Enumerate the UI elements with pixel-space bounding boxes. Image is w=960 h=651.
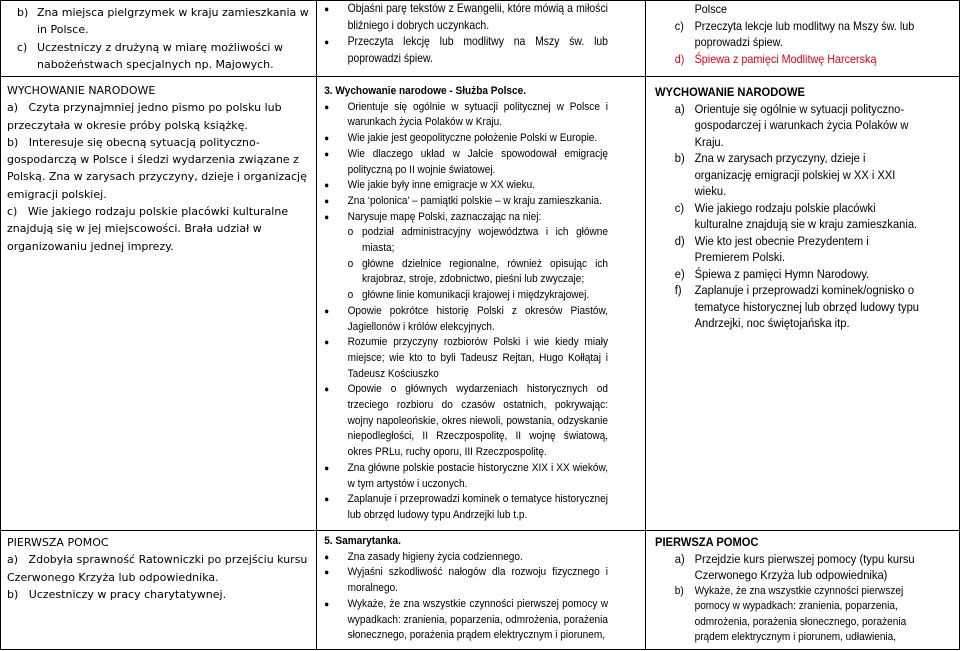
bullet-item: ● Wie jakie jest geopolityczne położenie Polski w Europie. bbox=[321, 131, 608, 147]
list-item: b) Zna w zarysach przyczyny, dzieje i organizację emigracji polskiej w XX i XXI wieku. bbox=[674, 151, 896, 198]
bullet-item: ● Rozumie przyczyny rozbiorów Polski i wie kiedy miały miejsce; wie kto to byli Tadeusz Rejtan, Hugo Kołłątaj i Tadeusz Kościuszko bbox=[321, 335, 608, 382]
list-item: f) Zaplanuje i przeprowadzi kominek/ognisko o tematyce historycznej lub obrzęd ludowy typu Andrzejki, noc świętojańska itp. bbox=[674, 283, 919, 330]
list-item: c) Wie jakiego rodzaju polskie placówki kulturalne znajdują sie w kraju zamieszkania. bbox=[674, 200, 917, 231]
bullet-item: ● Zna główne polskie postacie historyczne XIX i XX wieków, w tym artystów i uczonych. bbox=[321, 461, 608, 492]
bullet-item: ● Zaplanuje i przeprowadzi kominek o tematyce historycznej lub obrzęd ludowy typu Andrzejki lub t.p. bbox=[321, 492, 608, 523]
list-item: a) Czyta przynajmniej jedno pismo po polsku lub przeczytała w okresie próby polską książkę. bbox=[7, 101, 282, 132]
section-heading: PIERWSZA POMOC bbox=[654, 535, 759, 549]
section-heading: PIERWSZA POMOC bbox=[7, 536, 109, 549]
bullet-item: ● Zna zasady higieny życia codziennego. bbox=[321, 550, 608, 566]
row3-col1-cell bbox=[1, 531, 317, 650]
list-item: b) Zna miejsca pielgrzymek w kraju zamieszkania w in Polsce. bbox=[17, 6, 309, 37]
bullet-item: ● Wyjaśni szkodliwość nałogów dla rozwoju fizycznego i moralnego. bbox=[321, 565, 608, 596]
row3-col2-cell bbox=[317, 531, 645, 650]
list-item: d) Śpiewa z pamięci Modlitwę Harcerską bbox=[674, 51, 877, 66]
list-item: e) Śpiewa z pamięci Hymn Narodowy. bbox=[674, 266, 869, 281]
list-item: a) Zdobyła sprawność Ratowniczki po przejściu kursu Czerwonego Krzyża lub odpowiednika. bbox=[7, 553, 308, 584]
section-heading: WYCHOWANIE NARODOWE bbox=[7, 84, 156, 97]
table-row bbox=[1, 1, 960, 77]
bullet-item: ● Wie dlaczego układ w Jałcie spowodował emigrację polityczną po II wojnie światowej. bbox=[321, 147, 608, 178]
row2-col2-cell bbox=[317, 77, 645, 531]
list-item: b) Interesuje się obecną sytuacją polityczno-gospodarczą w Polsce i śledzi wydarzenia związane z Polską. Zna w zarysach przyczyny, dzieje i organizację emigracji polskiej. bbox=[7, 135, 307, 201]
list-item: d) Wie kto jest obecnie Prezydentem i Premierem Polski. bbox=[674, 233, 869, 264]
list-item: c) Uczestniczy z drużyną w miarę możliwości w nabożeństwach specjalnych np. Majowych. bbox=[17, 40, 283, 71]
sub-item: o podział administracyjny województwa i ich główne miasta; bbox=[321, 225, 608, 256]
row2-col3-cell bbox=[645, 77, 959, 531]
section-heading: 5. Samarytanka. bbox=[324, 535, 402, 547]
bullet-item: ● Wie jakie były inne emigracje w XX wieku. bbox=[321, 178, 608, 194]
sub-item: o główne linie komunikacji krajowej i międzykrajowej. bbox=[321, 288, 608, 304]
bullet-item: ● Orientuje się ogólnie w sytuacji politycznej w Polsce i warunkach życia Polaków w Kraju. bbox=[321, 100, 608, 131]
bullet-item: ● Opowie o głównych wydarzeniach historycznych od trzeciego rozbioru do czasów ostatnich, pokrywając: wojny napoleońskie, okres niewoli, powstania, odzyskanie niepodległości, II Rzeczpospolitę, II wojnę światową, okres PRLu, ruchy oporu, III Rzeczpospolitę. bbox=[321, 382, 608, 461]
bullet-item: ● Zna ‘polonica’ – pamiątki polskie – w kraju zamieszkania. bbox=[321, 194, 608, 210]
list-item: b) Wykaże, że zna wszystkie czynności pierwszej pomocy w wypadkach: zranienia, poparzenia, odmrożenia, porażenia słonecznego, porażenia prądem elektrycznym i piorunem, udławienia, bbox=[674, 584, 906, 643]
row1-col3-cell: Polsce c) Przeczyta lekcje lub modlitwy na Mszy św. lub poprowadzi śpiew. d) Śpiewa z pamięci Modlitwę Harcerską bbox=[645, 1, 959, 77]
row1-col1-cell bbox=[1, 1, 317, 77]
sub-item: o główne dzielnice regionalne, również opisując ich krajobraz, stroje, zdobnictwo, pieśni lub zwyczaje; bbox=[321, 257, 608, 288]
row2-col1-cell bbox=[1, 77, 317, 531]
list-item: a) Orientuje się ogólnie w sytuacji polityczno-gospodarczej i warunkach życia Polaków w Kraju. bbox=[674, 101, 909, 149]
row1-col2-cell bbox=[317, 1, 645, 77]
list-item: b) Uczestniczy w pracy charytatywnej. bbox=[7, 587, 227, 601]
bullet-item: ● Narysuje mapę Polski, zaznaczając na niej: bbox=[321, 210, 608, 226]
list-item: a) Przejdzie kurs pierwszej pomocy (typu kursu Czerwonego Krzyża lub odpowiednika) bbox=[674, 551, 915, 582]
bullet-item: ● Objaśni parę tekstów z Ewangelii, które mówią a miłości bliźniego i dobrych uczynkach. bbox=[321, 1, 608, 34]
table-row bbox=[1, 77, 960, 531]
section-heading: WYCHOWANIE NARODOWE bbox=[654, 85, 805, 99]
list-item: c) Przeczyta lekcje lub modlitwy na Mszy św. lub poprowadzi śpiew. bbox=[674, 18, 914, 49]
list-item: c) Wie jakiego rodzaju polskie placówki kulturalne znajdują się w jej miejscowości. Brała udział w organizowaniu jednej imprezy. bbox=[7, 205, 289, 253]
bullet-item: ● Opowie pokrótce historię Polski z okresów Piastów, Jagiellonów i królów elekcyjnych. bbox=[321, 304, 608, 335]
table-row bbox=[1, 531, 960, 650]
row3-col3-cell bbox=[645, 531, 959, 650]
section-heading: 3. Wychowanie narodowe - Służba Polsce. bbox=[324, 85, 527, 97]
bullet-item: ● Wykaże, że zna wszystkie czynności pierwszej pomocy w wypadkach: zranienia, poparzenia, odmrożenia, porażenia słonecznego, porażenia prądem elektrycznym i piorunem, bbox=[321, 597, 608, 644]
bullet-item: ● Przeczyta lekcję lub modlitwy na Mszy św. lub poprowadzi śpiew. bbox=[321, 34, 608, 67]
